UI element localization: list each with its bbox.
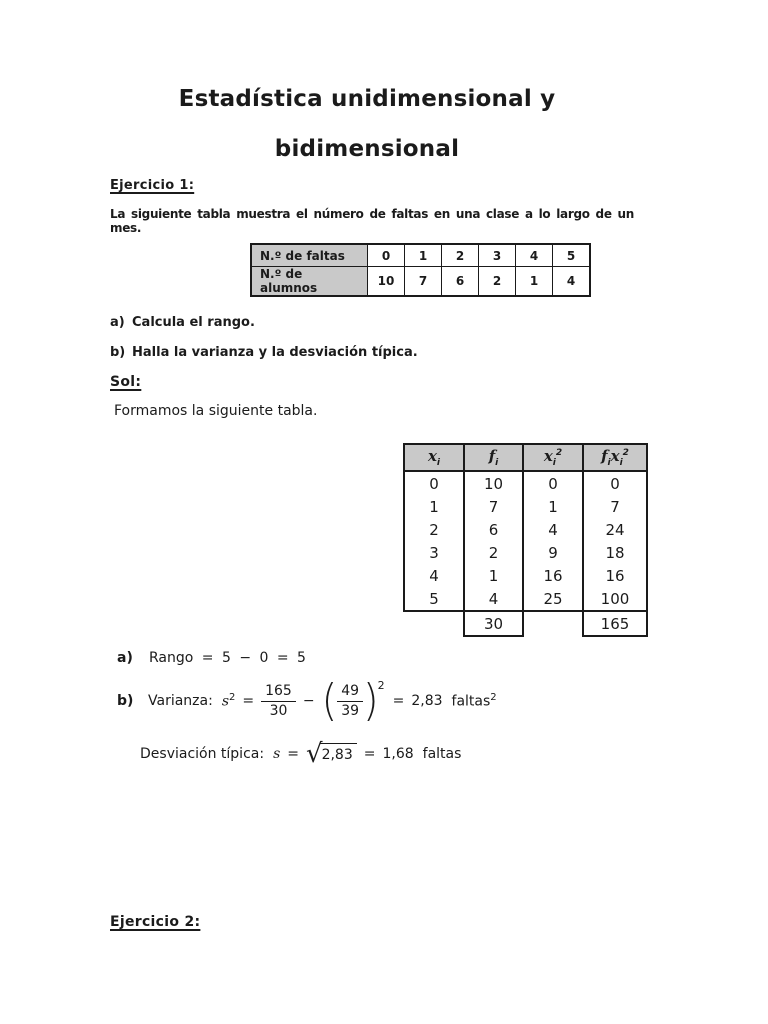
desviacion-line [140, 739, 461, 769]
fixi2-header-base2: x [610, 447, 620, 465]
fraction-numerator: 165 [261, 683, 296, 701]
fraction-numerator: 49 [337, 683, 363, 701]
open-paren: ( [321, 676, 338, 726]
item-b-label: b) [110, 345, 126, 360]
item-a [110, 315, 255, 330]
table-row [404, 495, 647, 518]
variance-symbol [222, 692, 236, 710]
table-row [404, 518, 647, 541]
faltas-value: 4 [516, 244, 553, 267]
item-b-text: Halla la varianza y la desviación típica. [132, 345, 418, 360]
faltas-row-label: N.º de faltas [251, 244, 368, 267]
rango-label: a) [117, 650, 133, 666]
xi2-header-sup: 2 [555, 448, 563, 458]
varianza-result: 2,83 [411, 693, 443, 709]
exercise1-intro: La siguiente tabla muestra el número de faltas en una clase a lo largo de un mes. [110, 207, 634, 235]
solution-intro: Formamos la siguiente tabla. [114, 403, 318, 419]
alumnos-value: 4 [553, 267, 591, 297]
item-a-text: Calcula el rango. [132, 315, 255, 330]
varianza-item-label: b) [117, 693, 134, 709]
close-paren: ) [363, 676, 379, 726]
xi2-header [523, 444, 583, 471]
cell-xi: 4 [404, 564, 464, 587]
cell-xi2: 16 [523, 564, 583, 587]
table-row [404, 471, 647, 495]
table-totals-row [404, 611, 647, 636]
cell-fi: 6 [464, 518, 523, 541]
alumnos-value: 1 [516, 267, 553, 297]
equals-sign: = [392, 693, 405, 709]
desviacion-prefix: Desviación típica: [140, 746, 265, 762]
xi-header-base: x [427, 447, 437, 465]
cell-fixi2: 100 [583, 587, 647, 611]
alumnos-value: 2 [479, 267, 516, 297]
desviacion-result: 1,68 [382, 746, 414, 762]
alumnos-value: 6 [442, 267, 479, 297]
cell-fixi2: 24 [583, 518, 647, 541]
cell-xi2: 4 [523, 518, 583, 541]
table-row [404, 564, 647, 587]
heading-sol: Sol: [110, 374, 142, 390]
minus-sign: − [302, 693, 315, 709]
xi2-header-base: x [543, 447, 553, 465]
faltas-value: 1 [405, 244, 442, 267]
alumnos-value: 10 [368, 267, 405, 297]
equals-sign: = [363, 746, 376, 762]
square-root [306, 738, 357, 769]
fixi2-header-base1: f [601, 447, 608, 465]
cell-fi: 10 [464, 471, 523, 495]
sqrt-radicand: 2,83 [320, 743, 357, 763]
heading-ejercicio-1: Ejercicio 1: [110, 178, 195, 193]
table-row [404, 541, 647, 564]
fraction-denominator: 39 [341, 702, 360, 719]
cell-xi2: 9 [523, 541, 583, 564]
page-title-line1: Estadística unidimensional y [178, 86, 556, 112]
cell-xi: 5 [404, 587, 464, 611]
solution-table [403, 443, 648, 637]
fixi2-header [583, 444, 647, 471]
equals-sign: = [287, 746, 299, 762]
cell-xi2: 25 [523, 587, 583, 611]
table-header-row [404, 444, 647, 471]
cell-fi: 2 [464, 541, 523, 564]
fraction-denominator: 30 [269, 702, 288, 719]
fixi2-header-sub2: i [619, 458, 623, 468]
rango-line [117, 650, 306, 666]
cell-xi: 1 [404, 495, 464, 518]
cell-xi: 2 [404, 518, 464, 541]
cell-fixi2: 7 [583, 495, 647, 518]
alumnos-value: 7 [405, 267, 442, 297]
varianza-unit [452, 692, 497, 710]
unit-sup: 2 [490, 692, 497, 704]
page-title-line2: bidimensional [274, 136, 460, 162]
rango-text: Rango = 5 − 0 = 5 [149, 650, 306, 666]
faltas-value: 0 [368, 244, 405, 267]
cell-fixi2: 18 [583, 541, 647, 564]
faltas-value: 3 [479, 244, 516, 267]
varianza-line [117, 676, 497, 726]
alumnos-row-label: N.º de alumnos [251, 267, 368, 297]
faltas-table [250, 243, 591, 297]
s-symbol-sup: 2 [229, 692, 236, 704]
cell-fi: 4 [464, 587, 523, 611]
cell-xi: 0 [404, 471, 464, 495]
fraction-49-39 [337, 683, 363, 718]
page-title [60, 74, 674, 174]
cell-fixi2: 0 [583, 471, 647, 495]
fraction-165-30 [261, 683, 296, 718]
heading-ejercicio-2: Ejercicio 2: [110, 914, 201, 930]
cell-fi: 1 [464, 564, 523, 587]
item-a-label: a) [110, 315, 125, 330]
table-row [404, 587, 647, 611]
fi-header-sub: i [495, 458, 499, 468]
totals-empty [523, 611, 583, 636]
fixi2-header-sub1: i [607, 458, 611, 468]
faltas-value: 5 [553, 244, 591, 267]
cell-fixi2: 16 [583, 564, 647, 587]
cell-xi2: 0 [523, 471, 583, 495]
fixi2-header-sup: 2 [622, 448, 629, 458]
paren-exponent: 2 [377, 678, 385, 692]
total-fi: 30 [464, 611, 523, 636]
cell-fi: 7 [464, 495, 523, 518]
s-symbol: s [221, 693, 229, 710]
xi-header-sub: i [436, 458, 441, 468]
cell-xi: 3 [404, 541, 464, 564]
equals-sign: = [242, 693, 255, 709]
totals-empty [404, 611, 464, 636]
xi2-header-sub: i [552, 458, 556, 468]
desviacion-unit: faltas [422, 746, 462, 762]
table-row [251, 244, 590, 267]
xi-header [404, 444, 464, 471]
item-b [110, 345, 418, 360]
table-row [251, 267, 590, 297]
cell-xi2: 1 [523, 495, 583, 518]
sqrt-symbol: √ [306, 738, 323, 769]
faltas-value: 2 [442, 244, 479, 267]
total-fixi2: 165 [583, 611, 647, 636]
fi-header [464, 444, 523, 471]
s-symbol: s [273, 746, 281, 762]
fi-header-base: f [488, 447, 496, 465]
varianza-prefix: Varianza: [148, 693, 213, 709]
unit-text: faltas [451, 693, 491, 710]
